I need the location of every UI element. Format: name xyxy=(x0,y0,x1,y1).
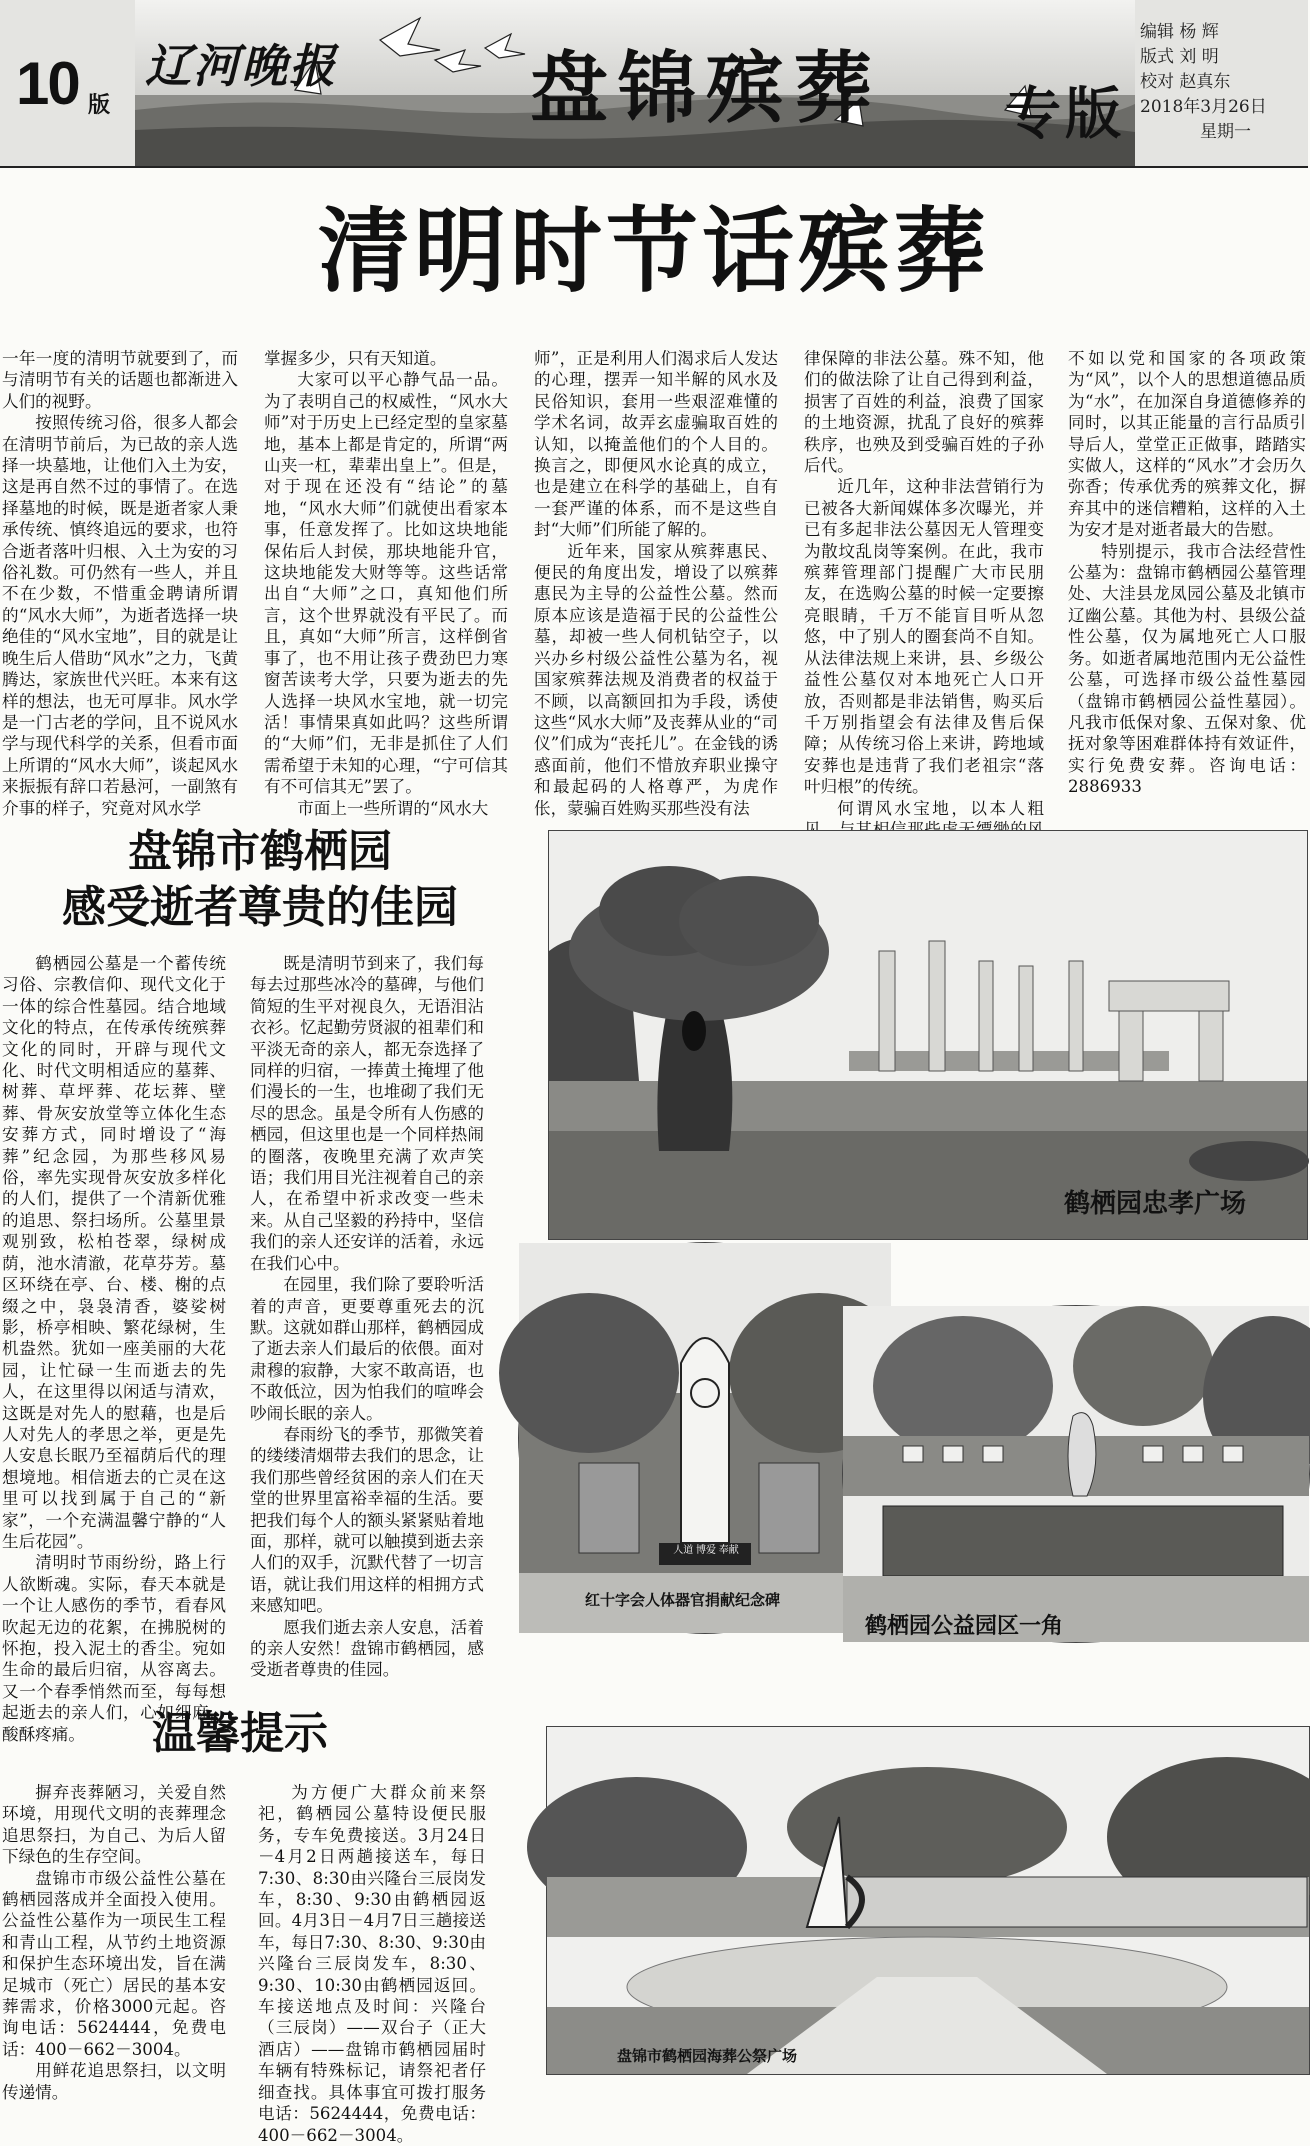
article2-paragraph: 清明时节雨纷纷，路上行人欲断魂。实际，春天本就是一个让人感伤的季节，看春风吹起无边的花絮，在拂脱树的怀抱，投入泥土的香尘。宛如生命的最后归宿，从容离去。又一个春季悄然而至，每每想起逝去的亲人们，心如细麻，酸酥疼痛。 xyxy=(2,1553,226,1744)
article1-paragraph: 师”，正是利用人们渴求后人发达的心理，摆弄一知半解的风水及民俗知识，套用一些艰涩难懂的学术名词，故弄玄虚骗取百姓的认知，以掩盖他们的个人目的。换言之，即便风水论真的成立，也是建立在科学的基础上，自有一套严谨的体系，而不是这些自封“大师”们所能了解的。 xyxy=(534,349,778,540)
proofreader-line: 校对 赵真东 xyxy=(1140,72,1231,92)
article1-paragraph: 特别提示，我市合法经营性公墓为：盘锦市鹤栖园公墓管理处、大洼县龙凤园公墓及北镇市辽幽公墓。其他为村、县级公益性公墓，仅为属地死亡人口服务。如逝者属地范围内无公益性公墓，可选择市级公益性墓园（盘锦市鹤栖园公益性墓园）。凡我市低保对象、五保对象、优抚对象等困难群体持有效证件，实行免费安葬。咨询电话：2886933 xyxy=(1068,541,1306,797)
article1-column-5 xyxy=(1068,348,1306,797)
photo1-caption: 鹤栖园忠孝广场 xyxy=(1064,1188,1247,1218)
article3-paragraph: 用鲜花追思祭扫，以文明传递情。 xyxy=(2,2061,226,2102)
article1-paragraph: 不如以党和国家的各项政策为“风”，以个人的思想道德品质为“水”，在加深自身道德修养的同时，以其正能量的言行品质引导后人，堂堂正正做事，踏踏实实做人，这样的“风水”才会历久弥香；传承优秀的殡葬文化，摒弃其中的迷信糟粕，这样的入土为安才是对逝者最大的告慰。 xyxy=(1068,349,1306,540)
weekday-line: 星期一 xyxy=(1200,122,1251,142)
memorial-monument-image xyxy=(519,1243,891,1633)
article2-paragraph: 愿我们逝去亲人安息，活着的亲人安然！盘锦市鹤栖园，感受逝者尊贵的佳园。 xyxy=(250,1617,484,1680)
article3-column-2 xyxy=(258,1782,486,2145)
article3-column-1 xyxy=(2,1782,226,2102)
article1-column-4 xyxy=(804,348,1044,818)
page-headline: 清明时节话殡葬 xyxy=(317,197,990,305)
article1-column-3 xyxy=(534,348,778,818)
date-line: 2018年3月26日 xyxy=(1140,97,1267,117)
article2-paragraph: 在园里，我们除了要聆听活着的声音，更要尊重死去的沉默。这就如群山那样，鹤栖园成了逝去亲人们最后的依偎。面对肃穆的寂静，大家不敢高语，也不敢低泣，因为怕我们的喧哗会吵闹长眠的亲人。 xyxy=(250,1275,484,1423)
article1-paragraph: 一年一度的清明节就要到了，而与清明节有关的话题也都渐进入人们的视野。 xyxy=(2,349,238,411)
article2-title-line-1: 盘锦市鹤栖园 xyxy=(128,826,392,877)
photo4-caption: 盘锦市鹤栖园海葬公祭广场 xyxy=(617,2047,798,2065)
article2-column-1 xyxy=(2,953,226,1744)
article2-title-line-2: 感受逝者尊贵的佳园 xyxy=(62,882,458,933)
page-number: 10 xyxy=(16,50,79,117)
article3-paragraph: 为方便广大群众前来祭祀，鹤栖园公墓特设便民服务，专车免费接送。3月24日－4月2日两趟接送车，每日7:30、8:30由兴隆台三辰岗发车，8:30、9:30由鹤栖园返回。4月3日－4月7日三趟接送车，每日7:30、8:30、9:30由兴隆台三辰岗发车，8:30、9:30、10:30由鹤栖园返回。车接送地点及时间：兴隆台（三辰岗）——双台子（正大酒店）——盘锦市鹤栖园届时车辆有特殊标记，请祭祀者仔细查找。具体事宜可拨打服务电话：5624444，免费电话：400－662－3004。 xyxy=(258,1783,486,2145)
article1-paragraph: 何谓风水宝地，以本人粗 xyxy=(837,798,1044,818)
article2-paragraph: 鹤栖园公墓是一个蓄传统习俗、宗教信仰、现代文化于一体的综合性墓园。结合地域文化的特点，在传承传统殡葬文化的同时，开辟与现代文化、时代文明相适应的墓葬、树葬、草坪葬、花坛葬、壁葬、骨灰安放堂等立体化生态安葬方式，同时增设了“海葬”纪念园，为那些移风易俗，率先实现骨灰安放多样化的人们，提供了一个清新优雅的追思、祭扫场所。公墓里景观别致，松柏苍翠，绿树成荫，池水清澈，花草芬芳。墓区环绕在亭、台、楼、榭的点缀之中，袅袅清香，婆娑树影，桥亭相映、繁花绿树，生机盎然。犹如一座美丽的大花园，让忙碌一生而逝去的先人，在这里得以闲适与清欢，这既是对先人的慰藉，也是后人对先人的孝思之举，更是先人安息长眠乃至福荫后代的理想境地。相信逝去的亡灵在这里可以找到属于自己的“新家”，一个充满温馨宁静的“人生后花园”。 xyxy=(2,954,226,1551)
article3-paragraph: 摒弃丧葬陋习，关爱自然环境，用现代文明的丧葬理念追思祭扫，为自己、为后人留下绿色的生存空间。 xyxy=(2,1783,226,1867)
article2-title xyxy=(0,824,520,936)
article1-paragraph: 近几年，这种非法营销行为已被各大新闻媒体多次曝光，并已有多起非法公墓因无人管理变为散坟乱岗等案例。在此，我市殡葬管理部门提醒广大市民朋友，在选购公墓的时候一定要擦亮眼睛，千万不能盲目听从忽悠，中了别人的圈套尚不自知。从法律法规上来讲，县、乡级公益性公墓仅对本地死亡人口开放，否则都是非法销售，购买后千万别指望会有法律及售后保障；从传统习俗上来讲，跨地域安葬也是违背了我们老祖宗“落叶归根”的传统。 xyxy=(804,477,1044,797)
article2-paragraph: 春雨纷飞的季节，那微笑着的缕缕清烟带去我们的思念，让我们那些曾经贫困的亲人们在天堂的世界里富裕幸福的生活。要把我们每个人的额头紧紧贴着地面，那样，就可以触摸到逝去亲人们的双手，沉默代替了一切言语，就让我们用这样的相拥方式来感知吧。 xyxy=(250,1424,484,1616)
editor-line: 编辑 杨 辉 xyxy=(1140,22,1219,42)
tree-sculpture-square-image xyxy=(549,831,1307,1239)
special-edition-label: 专版 xyxy=(1005,81,1125,147)
memorial-sign-text: 人道 博爱 奉献 xyxy=(673,1545,739,1556)
page-unit-label: 版 xyxy=(88,92,111,118)
article1-column-2 xyxy=(264,348,508,818)
photo3-caption: 鹤栖园公益园区一角 xyxy=(865,1613,1064,1638)
newspaper-name-logo: 辽河晚报 xyxy=(145,39,337,93)
article1-paragraph: 市面上一些所谓的“风水大 xyxy=(297,798,489,818)
red-cross-memorial-photo xyxy=(518,1242,892,1634)
article1-paragraph: 近年来，国家从殡葬惠民、便民的角度出发，增设了以殡葬惠民为主导的公益性公墓。然而原本应该是造福于民的公益性公墓，却被一些人伺机钻空子，以兴办乡村级公益性公墓为名，视国家殡葬法规及消费者的权益于不顾，以高额回扣为手段，诱使这些“风水大师”及丧葬从业的“司仪”们成为“丧托儿”。在金钱的诱惑面前，他们不惜放弃职业操守和最起码的人格尊严，为虎作伥，蒙骗百姓购买那些没有法 xyxy=(534,541,778,818)
section-title: 盘锦殡葬 xyxy=(530,43,883,134)
public-welfare-area-photo xyxy=(842,1305,1310,1643)
cemetery-garden-image xyxy=(843,1306,1309,1642)
article1-paragraph: 律保障的非法公墓。殊不知，他们的做法除了让自己得到利益，损害了百姓的利益，浪费了国家的土地资源，扰乱了良好的殡葬秩序，也殃及到受骗百姓的子孙后代。 xyxy=(804,349,1044,476)
article1-paragraph: 按照传统习俗，很多人都会在清明节前后，为已故的亲人选择一块墓地，让他们入土为安，这是再自然不过的事情了。在选择墓地的时候，既是逝者家人秉承传统、慎终追远的要求，也符合逝者落叶归根、入土为安的习俗礼数。可仍然有一些人，并且不在少数，不惜重金聘请所谓的“风水大师”，为逝者选择一块绝佳的“风水宝地”，目的就是让晚生后人借助“风水”之力，飞黄腾达，家族世代兴旺。本来有这样的想法，也无可厚非。风水学是一门古老的学问，且不说风水学与现代科学的关系，但看市面上所谓的“风水大师”，谈起风水来振振有辞口若悬河，一副煞有介事的样子，究竟对风水学 xyxy=(2,413,238,818)
article1-paragraph: 大家可以平心静气品一品。为了表明自己的权威性，“风水大师”对于历史上已经定型的皇家墓地，基本上都是肯定的，所谓“两山夹一杠，辈辈出皇上”。但是，对于现在还没有“结论”的墓地，“风水大师”们就使出看家本事，任意发挥了。比如这块地能保佑后人封侯，那块地能升官，这块地能发大财等等。这些话常出自“大师”之口，真知他们所言，这个世界就没有平民了。而且，真如“大师”所言，这样倒省事了，也不用让孩子费劲巴力寒窗苦读考大学，只要为逝去的先人选择一块风水宝地，就一切完活！事情果真如此吗？这些所谓的“大师”们，无非是抓住了人们需希望于未知的心理，“宁可信其有不可信其无”罢了。 xyxy=(264,370,508,797)
article3-title: 温馨提示 xyxy=(152,1708,328,1759)
sea-burial-square-photo xyxy=(546,1726,1310,2075)
article2-column-2 xyxy=(250,953,484,1680)
photo2-caption: 红十字会人体器官捐献纪念碑 xyxy=(585,1592,781,1609)
article2-paragraph: 既是清明节到来了，我们每每去过那些冰冷的墓碑，与他们简短的生平对视良久，无语泪沾衣衫。忆起勤劳贤淑的祖辈们和平淡无奇的亲人，都无奈选择了同样的归宿，一捧黄土掩埋了他们漫长的一生，也堆砌了我们无尽的思念。虽是令所有人伤感的栖园，但这里也是一个同样热闹的圈落，夜晚里充满了欢声笑语；我们用目光注视着自己的亲人，在希望中祈求改变一些未来。从自己坚毅的矜持中，坚信我们的亲人还安详的活着，永远在我们心中。 xyxy=(250,954,484,1273)
article1-paragraph: 掌握多少，只有天知道。 xyxy=(264,349,447,368)
sea-burial-plaza-image xyxy=(547,1727,1309,2074)
article1-column-1 xyxy=(2,348,238,818)
zhongxiao-square-photo xyxy=(548,830,1308,1240)
masthead xyxy=(0,0,1308,168)
layout-line: 版式 刘 明 xyxy=(1140,47,1219,67)
article3-paragraph: 盘锦市市级公益性公墓在鹤栖园落成并全面投入使用。公益性公墓作为一项民生工程和青山工程，从节约土地资源和保护生态环境出发，旨在满足城市（死亡）居民的基本安葬需求，价格3000元起。咨询电话：5624444，免费电话：400－662－3004。 xyxy=(2,1868,226,2059)
edition-info xyxy=(1140,20,1267,145)
